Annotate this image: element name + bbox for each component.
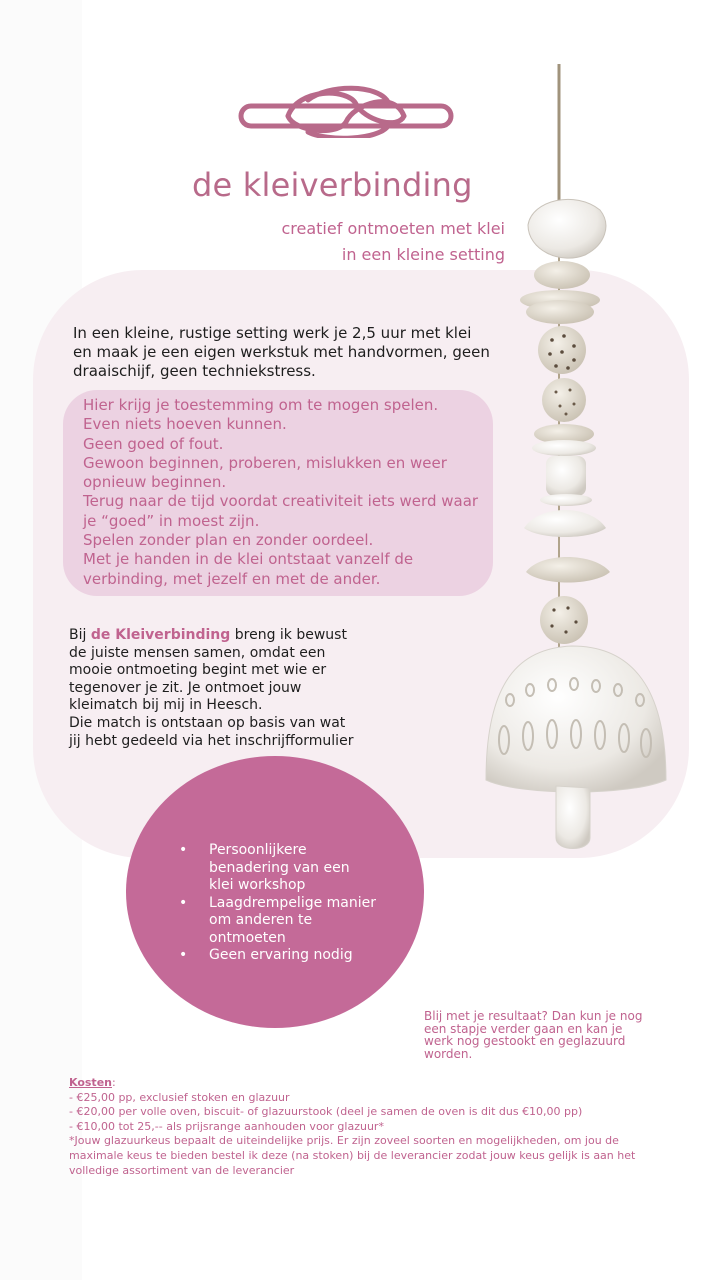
quote-list [83,396,483,589]
bullet-dot-icon: • [179,947,188,963]
costs-note: *Jouw glazuurkeus bepaalt de uiteindelijke prijs. Er zijn zoveel soorten en mogelijkheden, om jou de maximale keus te bieden bestel ik deze (na stoken) bij de leverancier zodat jouw keus gelijk is aan het volledige assortiment van de leverancier [69,1134,636,1177]
bij-prefix: Bij [69,627,91,643]
benefit-text: Persoonlijkere benadering van een klei workshop [209,842,350,893]
benefit-text: Laagdrempelige manier om anderen te ontmoeten [209,894,377,946]
costs-heading-line [69,1076,669,1091]
costs-section [69,1076,669,1178]
quote-line: Met je handen in de klei ontstaat vanzelf de verbinding, met jezelf en met de ander. [83,550,414,588]
quote-line: Even niets hoeven kunnen. [83,415,287,434]
brand-title: de kleiverbinding [192,166,473,204]
benefit-text: Geen ervaring nodig [209,947,353,963]
brand-highlight: de Kleiverbinding [90,627,231,643]
quote-line: Terug naar de tijd voordat creativiteit iets werd waar je “goed” in moest zijn. [83,492,479,530]
tagline-line-2: in een kleine setting [341,245,505,264]
costs-colon: : [112,1076,116,1089]
cost-line: - €20,00 per volle oven, biscuit- of glazuurstook (deel je samen de oven is dit dus €10,00 pp) [69,1105,583,1119]
benefit-item [176,895,376,948]
cost-line: - €10,00 tot 25,-- als prijsrange aanhouden voor glazuur* [69,1119,384,1133]
quote-line: Spelen zonder plan en zonder oordeel. [83,531,374,550]
ceramic-sculpture-image [480,60,680,860]
costs-heading: Kosten [69,1076,112,1089]
tagline-line-1: creatief ontmoeten met klei [281,219,505,238]
quote-line: Geen goed of fout. [83,434,224,453]
benefit-item [176,947,376,965]
bij-text: breng ik bewust de juiste mensen samen, omdat een mooie ontmoeting begint met wie er tegenover je zit. Je ontmoet jouw kleimatch bij mij in Heesch. [69,627,347,714]
bullet-dot-icon: • [179,842,188,858]
matching-paragraph [69,627,359,750]
bij-text-2: Die match is ontstaan op basis van wat jij hebt gedeeld via het inschrijfformulier [69,714,354,749]
cost-line: - €25,00 pp, exclusief stoken en glazuur [69,1090,290,1104]
firing-glazing-note: Blij met je resultaat? Dan kun je nog een stapje verder gaan en kan je werk nog gestookt en geglazuurd worden. [424,1009,643,1061]
quote-line: Hier krijg je toestemming om te mogen spelen. [83,396,439,414]
benefits-list [176,842,376,965]
benefit-item [176,842,376,895]
knot-logo-icon [238,82,454,138]
quote-line: Gewoon beginnen, proberen, mislukken en weer opnieuw beginnen. [83,453,447,492]
bullet-dot-icon: • [179,894,188,911]
intro-text: In een kleine, rustige setting werk je 2,5 uur met klei en maak je een eigen werkstuk met handvormen, geen draaischijf, geen techniekstress. [73,324,490,380]
